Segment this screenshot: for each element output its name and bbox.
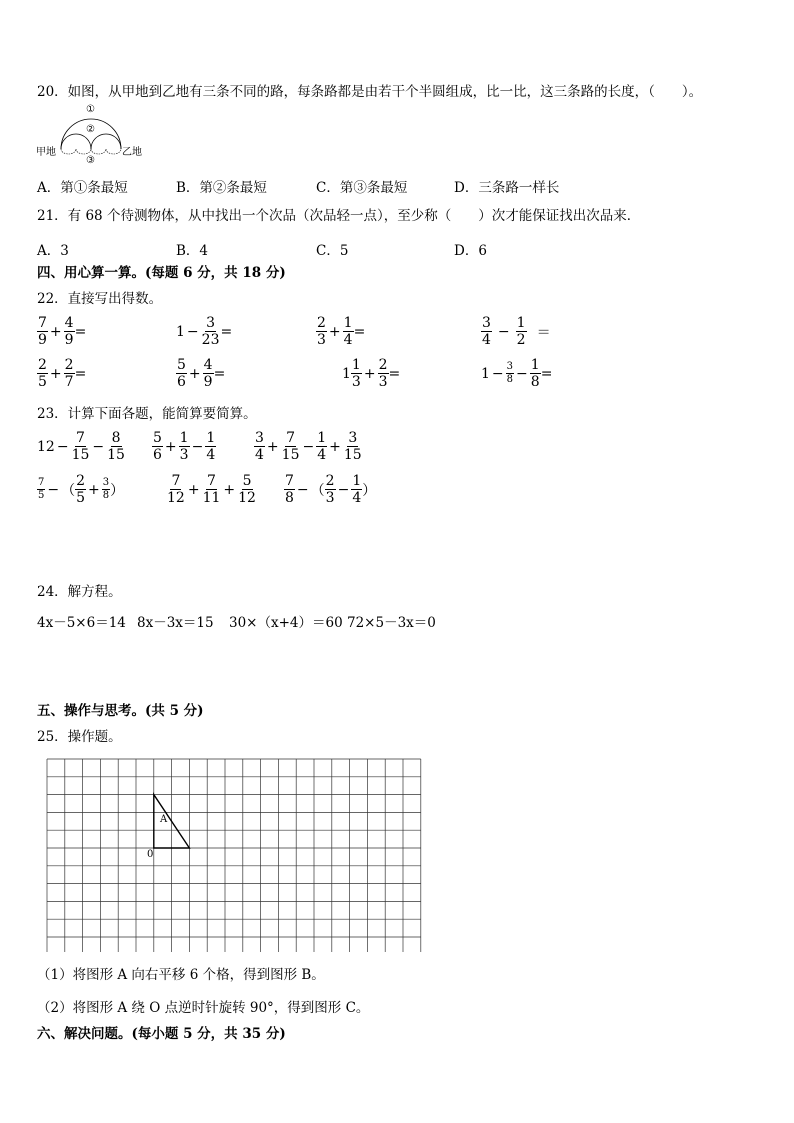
- point-o-label: 0: [147, 849, 154, 860]
- q20-option-a[interactable]: A．第①条最短: [37, 180, 128, 196]
- start-label: 甲地: [36, 147, 56, 158]
- q22-expr-5: $\frac{2}{5}$ + $\frac{2}{7}$ =: [38, 357, 87, 390]
- q24-equation-1: 4x－5×6＝14: [37, 615, 126, 631]
- q22-expr-3: $\frac{2}{3}$ + $\frac{1}{4}$ =: [317, 315, 366, 348]
- q20-figure: [36, 104, 146, 166]
- q24-equation-4: 72×5－3x＝0: [347, 615, 436, 631]
- q21-option-d[interactable]: D．6: [454, 243, 487, 259]
- grid-lines: [46, 758, 424, 952]
- q25-sub-1: （1）将图形 A 向右平移 6 个格，得到图形 B。: [37, 967, 325, 983]
- q22-text: 22．直接写出得数。: [37, 291, 163, 307]
- q21-option-a[interactable]: A．3: [37, 243, 69, 259]
- q25-sub-2: （2）将图形 A 绕 O 点逆时针旋转 90°，得到图形 C。: [37, 1000, 370, 1016]
- section-4-title: 四、用心算一算。(每题 6 分，共 18 分): [37, 265, 286, 281]
- q23-expr-4: $\frac{7}{5}$ − （ $\frac{2}{5}$ + $\frac{3}{8}$ ）: [38, 473, 125, 506]
- q22-expr-4: $\frac{3}{4}$ − $\frac{1}{2}$ ＝: [482, 315, 551, 348]
- section-5-title: 五、操作与思考。(共 5 分): [37, 703, 204, 719]
- q23-text: 23．计算下面各题，能简算要简算。: [37, 406, 257, 422]
- q22-expr-6: $\frac{5}{6}$ + $\frac{4}{9}$ =: [177, 357, 226, 390]
- q20-option-b[interactable]: B．第②条最短: [176, 180, 267, 196]
- route-3-label: ③: [86, 155, 95, 166]
- q24-text: 24．解方程。: [37, 584, 122, 600]
- q21-text: 21．有 68 个待测物体，从中找出一个次品（次品轻一点），至少称（ ）次才能保证找出次品来．: [37, 208, 641, 224]
- q24-equation-3: 30×（x+4）＝60: [229, 615, 343, 631]
- route-2-label: ②: [86, 124, 95, 135]
- q23-expr-6: $\frac{7}{8}$ − （ $\frac{2}{3}$ − $\frac{1}{4}$ ）: [285, 473, 377, 506]
- q22-expr-1: $\frac{7}{9}$ + $\frac{4}{9}$ =: [38, 315, 87, 348]
- route-1-label: ①: [86, 104, 95, 115]
- q22-expr-2: 1 − $\frac{3}{23}$ =: [176, 315, 233, 348]
- q25-grid: [46, 758, 424, 952]
- q23-expr-1: 12 − $\frac{7}{15}$ − $\frac{8}{15}$: [37, 430, 125, 463]
- q25-text: 25．操作题。: [37, 729, 122, 745]
- section-6-title: 六、解决问题。(每小题 5 分，共 35 分): [37, 1026, 286, 1042]
- q23-expr-5: $\frac{7}{12}$ + $\frac{7}{11}$ + $\frac{5}{12}$: [167, 473, 256, 506]
- q20-option-d[interactable]: D．三条路一样长: [454, 180, 560, 196]
- q20-text: 20．如图，从甲地到乙地有三条不同的路，每条路都是由若干个半圆组成，比一比，这三条路的长度，（ ）。: [37, 84, 703, 100]
- end-label: 乙地: [122, 147, 142, 158]
- q22-expr-7: 1 $\frac{1}{3}$ + $\frac{2}{3}$ =: [342, 357, 401, 390]
- q21-option-c[interactable]: C．5: [316, 243, 349, 259]
- q21-option-b[interactable]: B．4: [176, 243, 209, 259]
- q23-expr-3: $\frac{3}{4}$ + $\frac{7}{15}$ − $\frac{1}{4}$ + $\frac{3}{15}$: [255, 430, 362, 463]
- q24-equation-2: 8x－3x＝15: [137, 615, 214, 631]
- shape-a-label: A: [160, 814, 168, 825]
- q22-expr-8: 1 − $\frac{3}{8}$ − $\frac{1}{8}$ =: [481, 357, 553, 390]
- q23-expr-2: $\frac{5}{6}$ + $\frac{1}{3}$ − $\frac{1}{4}$: [153, 430, 216, 463]
- q20-option-c[interactable]: C．第③条最短: [316, 180, 408, 196]
